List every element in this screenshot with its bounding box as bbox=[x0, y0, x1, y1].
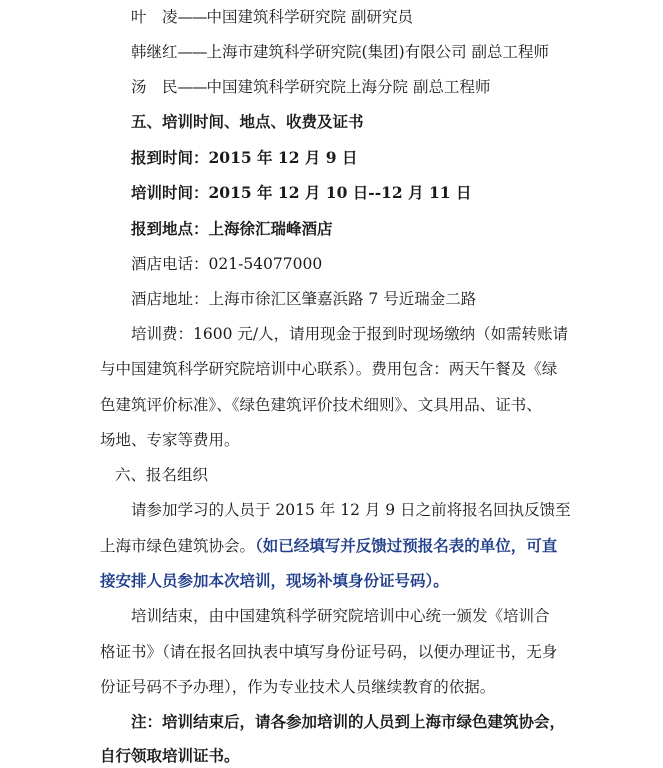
checkin-place: 报到地点：上海徐汇瑞峰酒店 bbox=[131, 219, 333, 238]
expert-org: 中国建筑科学研究院 副研究员 bbox=[206, 8, 413, 26]
checkin-time: 报到时间：2015 年 12 月 9 日 bbox=[131, 148, 358, 167]
registration-line-1: 请参加学习的人员于 2015 年 12 月 9 日之前将报名回执反馈至 bbox=[131, 501, 571, 519]
expert-line-3 bbox=[131, 76, 490, 98]
expert-line-1 bbox=[131, 6, 413, 28]
expert-name: 韩继红 bbox=[131, 43, 178, 61]
training-time: 培训时间：2015 年 12 月 10 日--12 月 11 日 bbox=[131, 183, 472, 202]
registration-line-3: 接安排人员参加本次培训，现场补填身份证号码）。 bbox=[100, 571, 449, 590]
note-line-1: 注：培训结束后，请各参加培训的人员到上海市绿色建筑协会， bbox=[131, 712, 566, 731]
expert-line-2 bbox=[131, 41, 549, 63]
expert-org: 上海市建筑科学研究院(集团)有限公司 副总工程师 bbox=[206, 43, 550, 61]
hotel-address: 酒店地址：上海市徐汇区肇嘉浜路 7 号近瑞金二路 bbox=[131, 290, 477, 308]
section5-heading: 五、培训时间、地点、收费及证书 bbox=[131, 112, 364, 131]
registration-text: 上海市绿色建筑协会。 bbox=[100, 537, 256, 555]
registration-line-2 bbox=[100, 535, 557, 557]
expert-name: 叶 凌 bbox=[131, 8, 178, 26]
fee-line-4: 场地、专家等费用。 bbox=[100, 431, 240, 449]
fee-line-1: 培训费：1600 元/人，请用现金于报到时现场缴纳（如需转账请 bbox=[131, 325, 569, 343]
hotel-phone: 酒店电话：021-54077000 bbox=[131, 255, 323, 273]
certificate-line-1: 培训结束，由中国建筑科学研究院培训中心统一颁发《培训合 bbox=[131, 607, 550, 625]
note-line-2: 自行领取培训证书。 bbox=[100, 746, 240, 765]
expert-separator: —— bbox=[177, 78, 207, 96]
fee-line-3: 色建筑评价标准》、《绿色建筑评价技术细则》、文具用品、证书、 bbox=[100, 396, 542, 414]
certificate-line-3: 份证号码不予办理），作为专业技术人员继续教育的依据。 bbox=[100, 678, 496, 696]
fee-line-2: 与中国建筑科学研究院培训中心联系）。费用包含：两天午餐及《绿 bbox=[100, 360, 558, 378]
certificate-line-2: 格证书》（请在报名回执表中填写身份证号码，以便办理证书，无身 bbox=[100, 643, 558, 661]
expert-org: 中国建筑科学研究院上海分院 副总工程师 bbox=[206, 78, 491, 96]
expert-name: 汤 民 bbox=[131, 78, 178, 96]
expert-separator: —— bbox=[177, 8, 207, 26]
registration-highlight: （如已经填写并反馈过预报名表的单位，可直 bbox=[255, 536, 558, 555]
section6-heading: 六、报名组织 bbox=[115, 466, 209, 484]
expert-separator: —— bbox=[177, 43, 207, 61]
